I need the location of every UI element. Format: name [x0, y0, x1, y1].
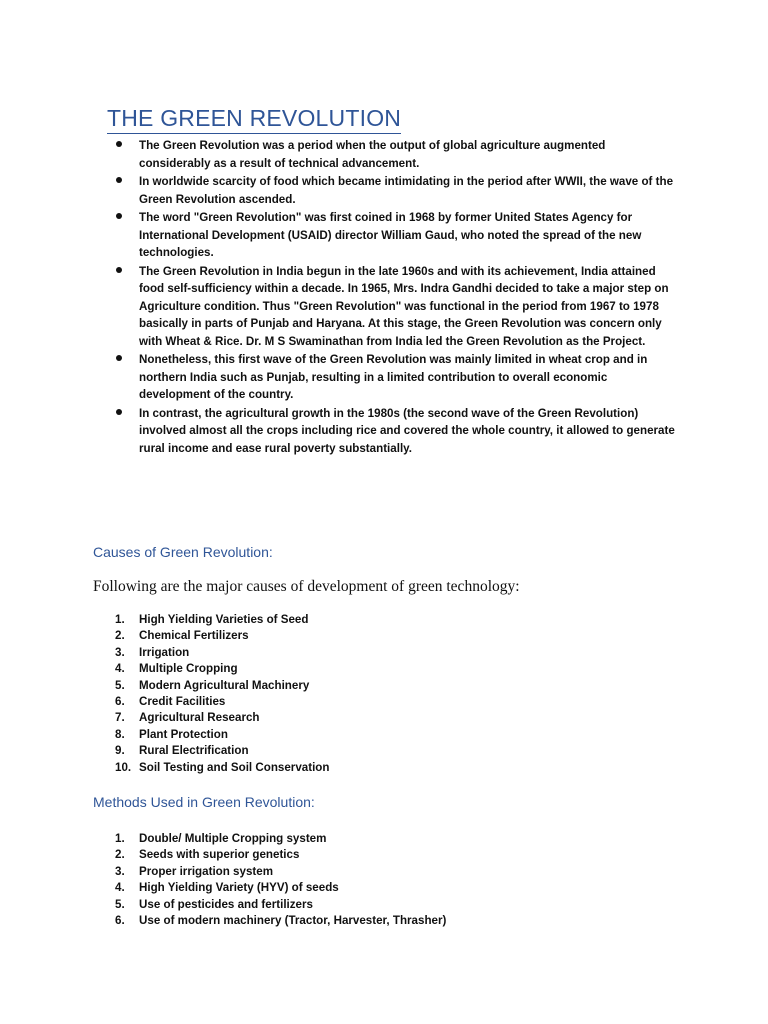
bullet-text: The word "Green Revolution" was first coined in 1968 by former United States Agency for International Development (USAID) director William Gaud, who noted the spread of the new technologies. [139, 211, 642, 259]
bullet-dot-icon [116, 267, 122, 273]
list-number: 3. [115, 864, 125, 878]
list-number: 1. [115, 832, 125, 845]
bullet-dot-icon [116, 141, 122, 147]
list-number: 6. [115, 695, 125, 709]
document-title: THE GREEN REVOLUTION [107, 104, 401, 134]
list-number: 4. [115, 881, 125, 895]
list-item [115, 628, 329, 644]
list-item-text: Plant Protection [139, 727, 228, 741]
list-item [115, 727, 329, 743]
list-item-text: Soil Testing and Soil Conservation [139, 760, 330, 774]
list-number: 1. [115, 613, 125, 626]
list-number: 6. [115, 914, 125, 928]
list-item-text: Double/ Multiple Cropping system [139, 832, 327, 845]
list-item-text: High Yielding Variety (HYV) of seeds [139, 881, 339, 895]
bullet-item [139, 173, 679, 208]
list-item-text: Chemical Fertilizers [139, 629, 249, 643]
causes-intro: Following are the major causes of development of green technology: [93, 578, 520, 595]
list-item-text: Modern Agricultural Machinery [139, 678, 310, 692]
list-number: 10. [115, 760, 132, 774]
list-number: 5. [115, 678, 125, 692]
methods-list [115, 831, 447, 929]
list-item-text: Agricultural Research [139, 711, 260, 725]
bullet-text: In worldwide scarcity of food which became intimidating in the period after WWII, the wave of the Green Revolution ascended. [139, 175, 674, 206]
list-item-text: Use of pesticides and fertilizers [139, 897, 313, 911]
list-item [115, 880, 446, 896]
list-item [115, 678, 329, 694]
list-number: 3. [115, 645, 125, 659]
bullet-dot-icon [116, 409, 122, 415]
list-item-text: Credit Facilities [139, 695, 226, 709]
intro-bullet-list [139, 137, 679, 458]
list-number: 8. [115, 727, 125, 741]
list-item [115, 694, 329, 710]
list-item [115, 760, 330, 776]
bullet-dot-icon [116, 177, 122, 183]
list-number: 7. [115, 711, 125, 725]
list-number: 5. [115, 897, 125, 911]
list-item-text: Irrigation [139, 645, 190, 659]
bullet-item [139, 209, 679, 262]
list-item [115, 913, 447, 929]
bullet-item [139, 137, 679, 172]
list-item [115, 897, 446, 913]
bullet-item [139, 263, 679, 351]
list-item [115, 831, 446, 847]
bullet-text: In contrast, the agricultural growth in the 1980s (the second wave of the Green Revolution) involved almost all the crops including rice and covered the whole country, it allowed to generate rural income and ease rural poverty substantially. [139, 406, 675, 455]
list-item-text: Use of modern machinery (Tractor, Harvester, Thrasher) [139, 914, 447, 928]
bullet-dot-icon [116, 213, 122, 219]
list-item [115, 645, 329, 661]
bullet-item [139, 351, 679, 404]
list-number: 2. [115, 848, 125, 862]
list-item-text: Multiple Cropping [139, 662, 238, 676]
list-item [115, 612, 329, 628]
list-item-text: Proper irrigation system [139, 864, 274, 878]
list-item [115, 710, 329, 726]
list-item-text: Seeds with superior genetics [139, 848, 300, 862]
bullet-text: The Green Revolution in India begun in the late 1960s and with its achievement, India attained food self-sufficiency within a decade. In 1965, Mrs. Indra Gandhi decided to take a major step on Agriculture condition. Thus "Green Revolution" was functional in the period from 1967 to 1978 basically in parts of Punjab and Haryana. At this stage, the Green Revolution was concern only with Wheat & Rice. Dr. M S Swaminathan from India led the Green Revolution as the Project. [139, 264, 669, 348]
title-wrapper [107, 104, 401, 134]
bullet-text: The Green Revolution was a period when the output of global agriculture augmented considerably as a result of technical advancement. [139, 139, 606, 170]
list-item-text: High Yielding Varieties of Seed [139, 613, 309, 626]
bullet-text: Nonetheless, this first wave of the Green Revolution was mainly limited in wheat crop and in northern India such as Punjab, resulting in a limited contribution to overall economic development of the country. [139, 353, 648, 401]
list-item [115, 661, 329, 677]
list-item [115, 847, 446, 863]
list-item [115, 743, 329, 759]
list-item-text: Rural Electrification [139, 744, 249, 758]
list-number: 4. [115, 662, 125, 676]
list-item [115, 864, 446, 880]
causes-list [115, 612, 330, 776]
list-number: 9. [115, 744, 125, 758]
causes-heading: Causes of Green Revolution: [93, 544, 273, 560]
list-number: 2. [115, 629, 125, 643]
bullet-dot-icon [116, 355, 122, 361]
methods-heading: Methods Used in Green Revolution: [93, 794, 315, 810]
bullet-item [139, 405, 679, 458]
